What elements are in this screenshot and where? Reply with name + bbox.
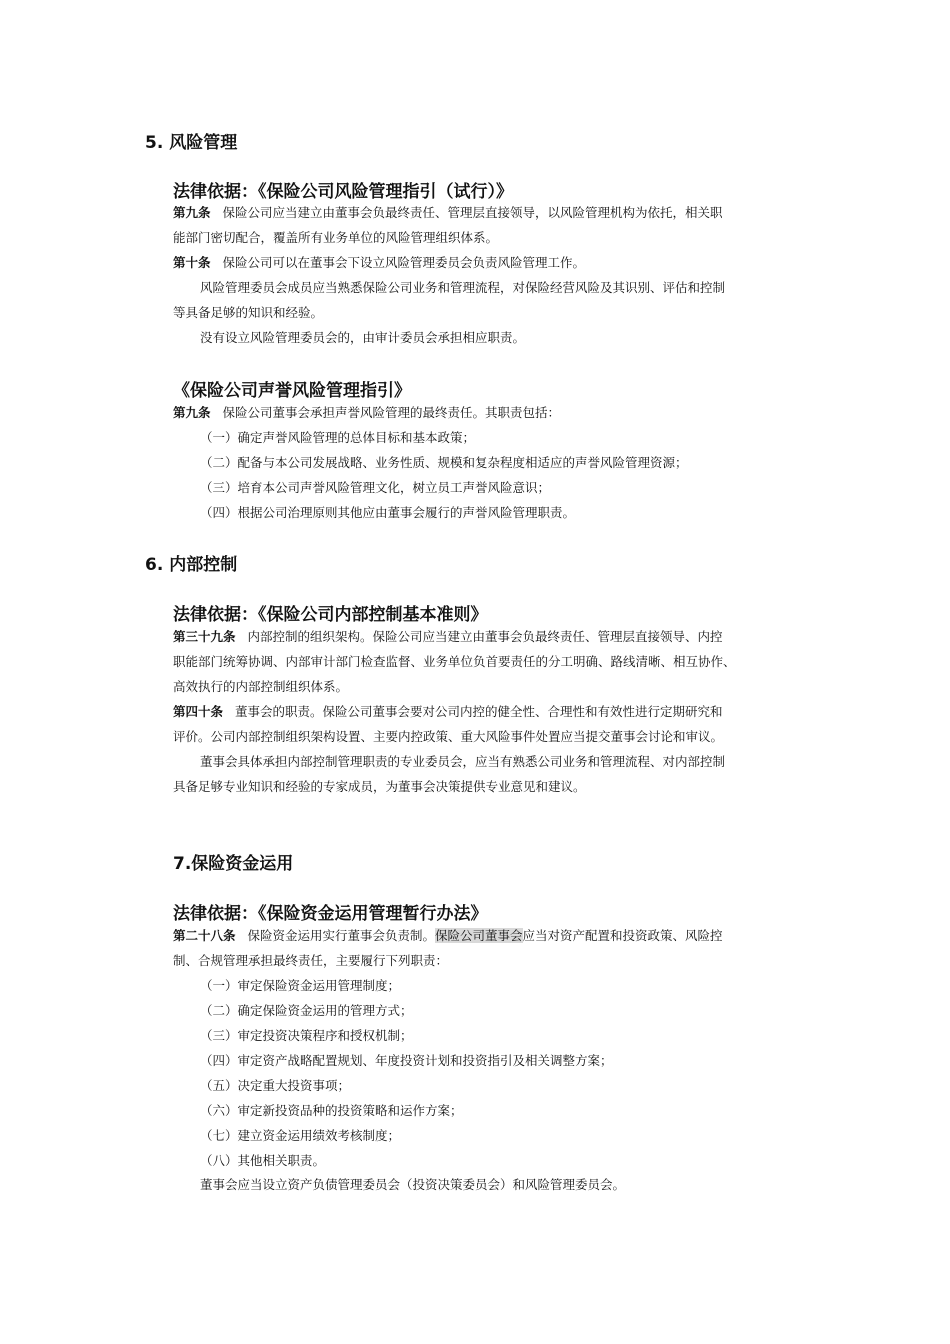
section-6-basis-title: 法律依据：《保险公司内部控制基本准则》 — [173, 605, 488, 625]
paragraph-line: 等具备足够的知识和经验。 — [173, 305, 324, 320]
article-label: 第九条 — [173, 205, 211, 220]
paragraph-line: 董事会具体承担内部控制管理职责的专业委员会，应当有熟悉公司业务和管理流程、对内部控制 — [200, 754, 726, 769]
section-5-heading: 5. 风险管理 — [145, 133, 238, 153]
list-item: （七）建立资金运用绩效考核制度； — [200, 1128, 401, 1143]
list-item: （三）审定投资决策程序和授权机制； — [200, 1028, 413, 1043]
list-item: （二）确定保险资金运用的管理方式； — [200, 1003, 413, 1018]
article-label: 第十条 — [173, 255, 211, 270]
list-item: （二）配备与本公司发展战略、业务性质、规模和复杂程度相适应的声誉风险管理资源； — [200, 455, 688, 470]
list-item: （四）审定资产战略配置规划、年度投资计划和投资指引及相关调整方案； — [200, 1053, 613, 1068]
article-label: 第九条 — [173, 405, 211, 420]
article-label: 第二十八条 — [173, 928, 236, 943]
list-item: （五）决定重大投资事项； — [200, 1078, 351, 1093]
article-40-line-2: 评价。公司内部控制组织架构设置、主要内控政策、重大风险事件处置应当提交董事会讨论和审议。 — [173, 729, 724, 744]
article-28-line-2: 制、合规管理承担最终责任，主要履行下列职责： — [173, 953, 449, 968]
list-item: （一）确定声誉风险管理的总体目标和基本政策； — [200, 430, 476, 445]
article-label: 第三十九条 — [173, 629, 236, 644]
highlighted-text: 保险公司董事会 — [435, 928, 523, 943]
section-7-basis-title: 法律依据：《保险资金运用管理暂行办法》 — [173, 904, 488, 924]
article-39-line-3: 高效执行的内部控制组织体系。 — [173, 679, 349, 694]
list-item: （三）培育本公司声誉风险管理文化，树立员工声誉风险意识； — [200, 480, 551, 495]
paragraph-line: 具备足够专业知识和经验的专家成员，为董事会决策提供专业意见和建议。 — [173, 779, 586, 794]
paragraph-line: 风险管理委员会成员应当熟悉保险公司业务和管理流程，对保险经营风险及其识别、评估和控制 — [200, 280, 726, 295]
list-item: （四）根据公司治理原则其他应由董事会履行的声誉风险管理职责。 — [200, 505, 576, 520]
article-10-line-1: 第十条 保险公司可以在董事会下设立风险管理委员会负责风险管理工作。 — [173, 255, 586, 270]
article-28-line-1: 第二十八条 保险资金运用实行董事会负责制。保险公司董事会应当对资产配置和投资政策、风险控 — [173, 928, 723, 943]
paragraph-line: 没有设立风险管理委员会的，由审计委员会承担相应职责。 — [200, 330, 526, 345]
list-item: （一）审定保险资金运用管理制度； — [200, 978, 401, 993]
reputation-guideline-title: 《保险公司声誉风险管理指引》 — [173, 381, 411, 401]
section-6-heading: 6. 内部控制 — [145, 555, 238, 575]
article-40-line-1: 第四十条 董事会的职责。保险公司董事会要对公司内控的健全性、合理性和有效性进行定期研究和 — [173, 704, 723, 719]
section-7-heading: 7.保险资金运用 — [173, 854, 294, 874]
closing-paragraph: 董事会应当设立资产负债管理委员会（投资决策委员会）和风险管理委员会。 — [200, 1177, 626, 1192]
article-39-line-1: 第三十九条 内部控制的组织架构。保险公司应当建立由董事会负最终责任、管理层直接领导、内控 — [173, 629, 723, 644]
section-5-basis-title: 法律依据：《保险公司风险管理指引（试行）》 — [173, 182, 513, 202]
article-39-line-2: 职能部门统筹协调、内部审计部门检查监督、业务单位负首要责任的分工明确、路线清晰、相互协作、 — [173, 654, 736, 669]
list-item: （六）审定新投资品种的投资策略和运作方案； — [200, 1103, 463, 1118]
article-9-line-1: 第九条 保险公司应当建立由董事会负最终责任、管理层直接领导，以风险管理机构为依托，相关职 — [173, 205, 723, 220]
article-label: 第四十条 — [173, 704, 224, 719]
list-item: （八）其他相关职责。 — [200, 1153, 326, 1168]
reputation-article-9: 第九条 保险公司董事会承担声誉风险管理的最终责任。其职责包括： — [173, 405, 561, 420]
article-9-line-2: 能部门密切配合，覆盖所有业务单位的风险管理组织体系。 — [173, 230, 499, 245]
